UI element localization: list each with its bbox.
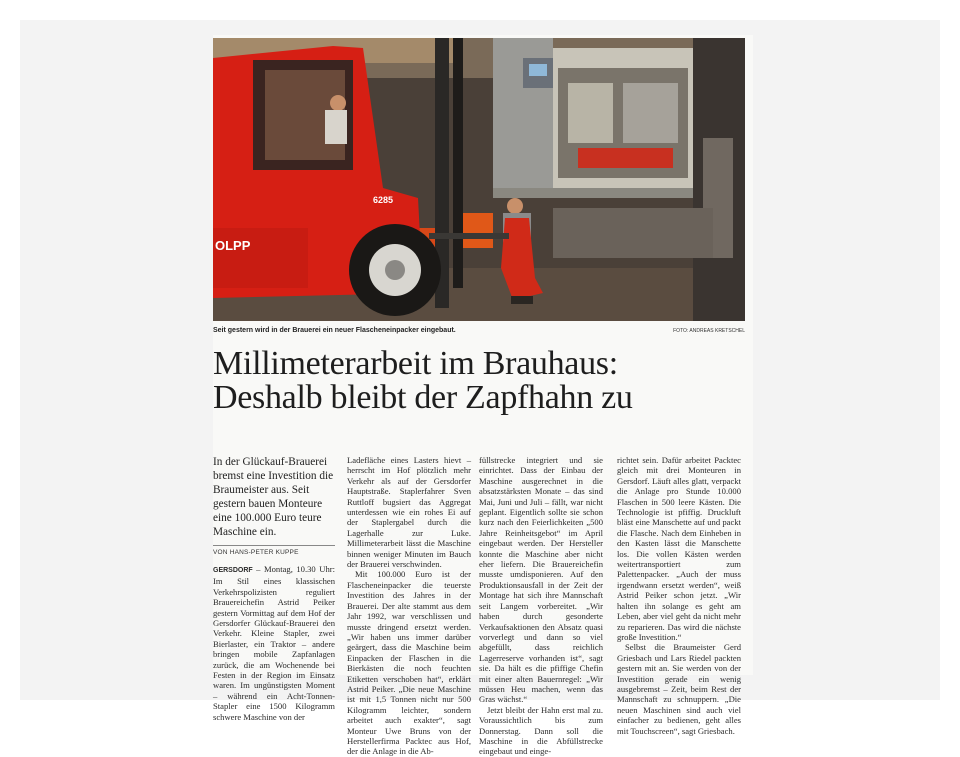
body-paragraph: füllstrecke integriert und sie einrichtet. Dass der Einbau der Maschine ausgerechnet in die absatzstärksten Monate – das sind Mai, Juni und Juli – fällt, war nicht geplant. Eigentlich sollte sie schon kurz nach den Feierlichkeiten „500 Jahre Reinheitsgebot“ im April eingebaut werden. Der Hersteller konnte die Maschine aber nicht eher liefern. Die Brauereichefin musste umdisponieren. Auf den Produktionsausfall in der Zeit der Montage hat sich ihre Mannschaft seit Langem vorbereitet. „Wir haben durch gesonderte Verkaufsaktionen den Absatz quasi vorverlegt und dann so viel abgefüllt, dass reichlich Lagerreserve vorhanden ist“, sagt sie. Da hält es die pfiffige Chefin mit einer alten Bauernregel: „Wir müssen Heu machen, wenn das Gras wächst.“ [479,455,603,705]
article-column-2 [347,455,471,757]
page-background [20,20,940,757]
newspaper-clipping [213,35,753,757]
body-paragraph: Selbst die Braumeister Gerd Griesbach und Lars Riedel packten gestern mit an. Sie werden von der Investition gerade ein wenig ausgebremst – Zeit, beim Rest der Mannschaft zu schnuppern. „Die neuen Maschinen sind auch viel einfacher zu bedienen, geht alles mit Touchscreen“, sagt Griesbach. [617,642,741,736]
body-text: – Montag, 10.30 Uhr: Im Stil eines klassischen Verkehrspolizisten reguliert Brauereichefin Astrid Peiker gestern Vormittag auf dem Hof der Gersdorfer Glückauf-Brauerei den Verkehr. Kleine Stapler, zwei Bierlaster, ein Traktor – andere bringen mobile Zapfanlagen zurück, die am Wochenende bei Festen in der Region im Einsatz waren. Im ungünstigsten Moment – während ein Acht-Tonnen-Stapler eine 1500 Kilogramm schwere Maschine von der [213,564,335,722]
body-paragraph [213,564,335,722]
dateline: GERSDORF [213,567,253,574]
body-paragraph: Jetzt bleibt der Hahn erst mal zu. Voraussichtlich bis zum Donnerstag. Dann soll die Maschine in die Abfüllstrecke eingebaut und einge- [479,704,603,757]
article-column-1 [213,455,335,722]
headline-line-2: Deshalb bleibt der Zapfhahn zu [213,379,633,416]
body-paragraph: Mit 100.000 Euro ist der Flascheneinpacker die teuerste Investition des Jahres in der Brauerei. Der alte stammt aus dem Jahr 1992, war verschlissen und musste dringend ersetzt werden. „Wir haben uns immer darüber geärgert, dass die Maschine beim Einpacken der Flaschen in die Bierkästen die noch feuchten Etiketten verschoben hat“, erklärt Astrid Peiker. „Die neue Maschine ist mit 1,5 Tonnen nicht nur 500 Kilogramm leichter, sondern arbeitet auch exakter“, sagt Monteur Uwe Bruns von der Herstellerfirma Packtec aus Hof, der die Anlage in die Ab- [347,569,471,757]
headline-line-1: Millimeterarbeit im Brauhaus: [213,345,618,382]
article-photo [213,38,745,321]
body-paragraph: Ladefläche eines Lasters hievt – herrscht im Hof plötzlich mehr Verkehr als auf der Gersdorfer Hauptstraße. Staplerfahrer Sven Ruttloff bugsiert das Aggregat unterdessen wie ein rohes Ei auf der Staplergabel durch die Lagerhalle zur Luke. Millimeterarbeit lässt die Maschine binnen weniger Minuten im Bauch der Brauerei verschwinden. [347,455,471,570]
photo-caption: Seit gestern wird in der Brauerei ein neuer Flascheneinpacker eingebaut. [213,327,456,334]
photo-credit: FOTO: ANDREAS KRETSCHEL [673,328,745,334]
article-teaser: In der Glückauf-Brauerei bremst eine Investition die Braumeister aus. Seit gestern bauen Monteure eine 100.000 Euro teure Maschine ein. [213,456,334,538]
forklift-number: 6285 [373,195,394,205]
body-paragraph: richtet sein. Dafür arbeitet Packtec gleich mit drei Monteuren in Gersdorf. Läuft alles glatt, verpackt die Anlage pro Stunde 10.000 Flaschen in 500 leere Kästen. Die Technologie ist pfiffig. Druckluft bläst eine Manschette auf und packt die Flasche. Nach dem Einheben in den Kasten lässt die Manschette los. Die vollen Kästen werden weitertransportiert zum Palettenpacker. „Auch der muss irgendwann ersetzt werden“, weiß Astrid Peiker schon jetzt. „Wir halten ihn solange es geht am Leben, aber viel geht da nicht mehr zu reparieren. Das wird die nächste große Investition.“ [617,455,741,642]
forklift-brand-text: OLPP [215,238,251,253]
article-column-4 [617,455,741,736]
article-headline [213,347,753,415]
article-column-3 [479,455,603,757]
article-byline: VON HANS-PETER KUPPE [213,545,335,556]
